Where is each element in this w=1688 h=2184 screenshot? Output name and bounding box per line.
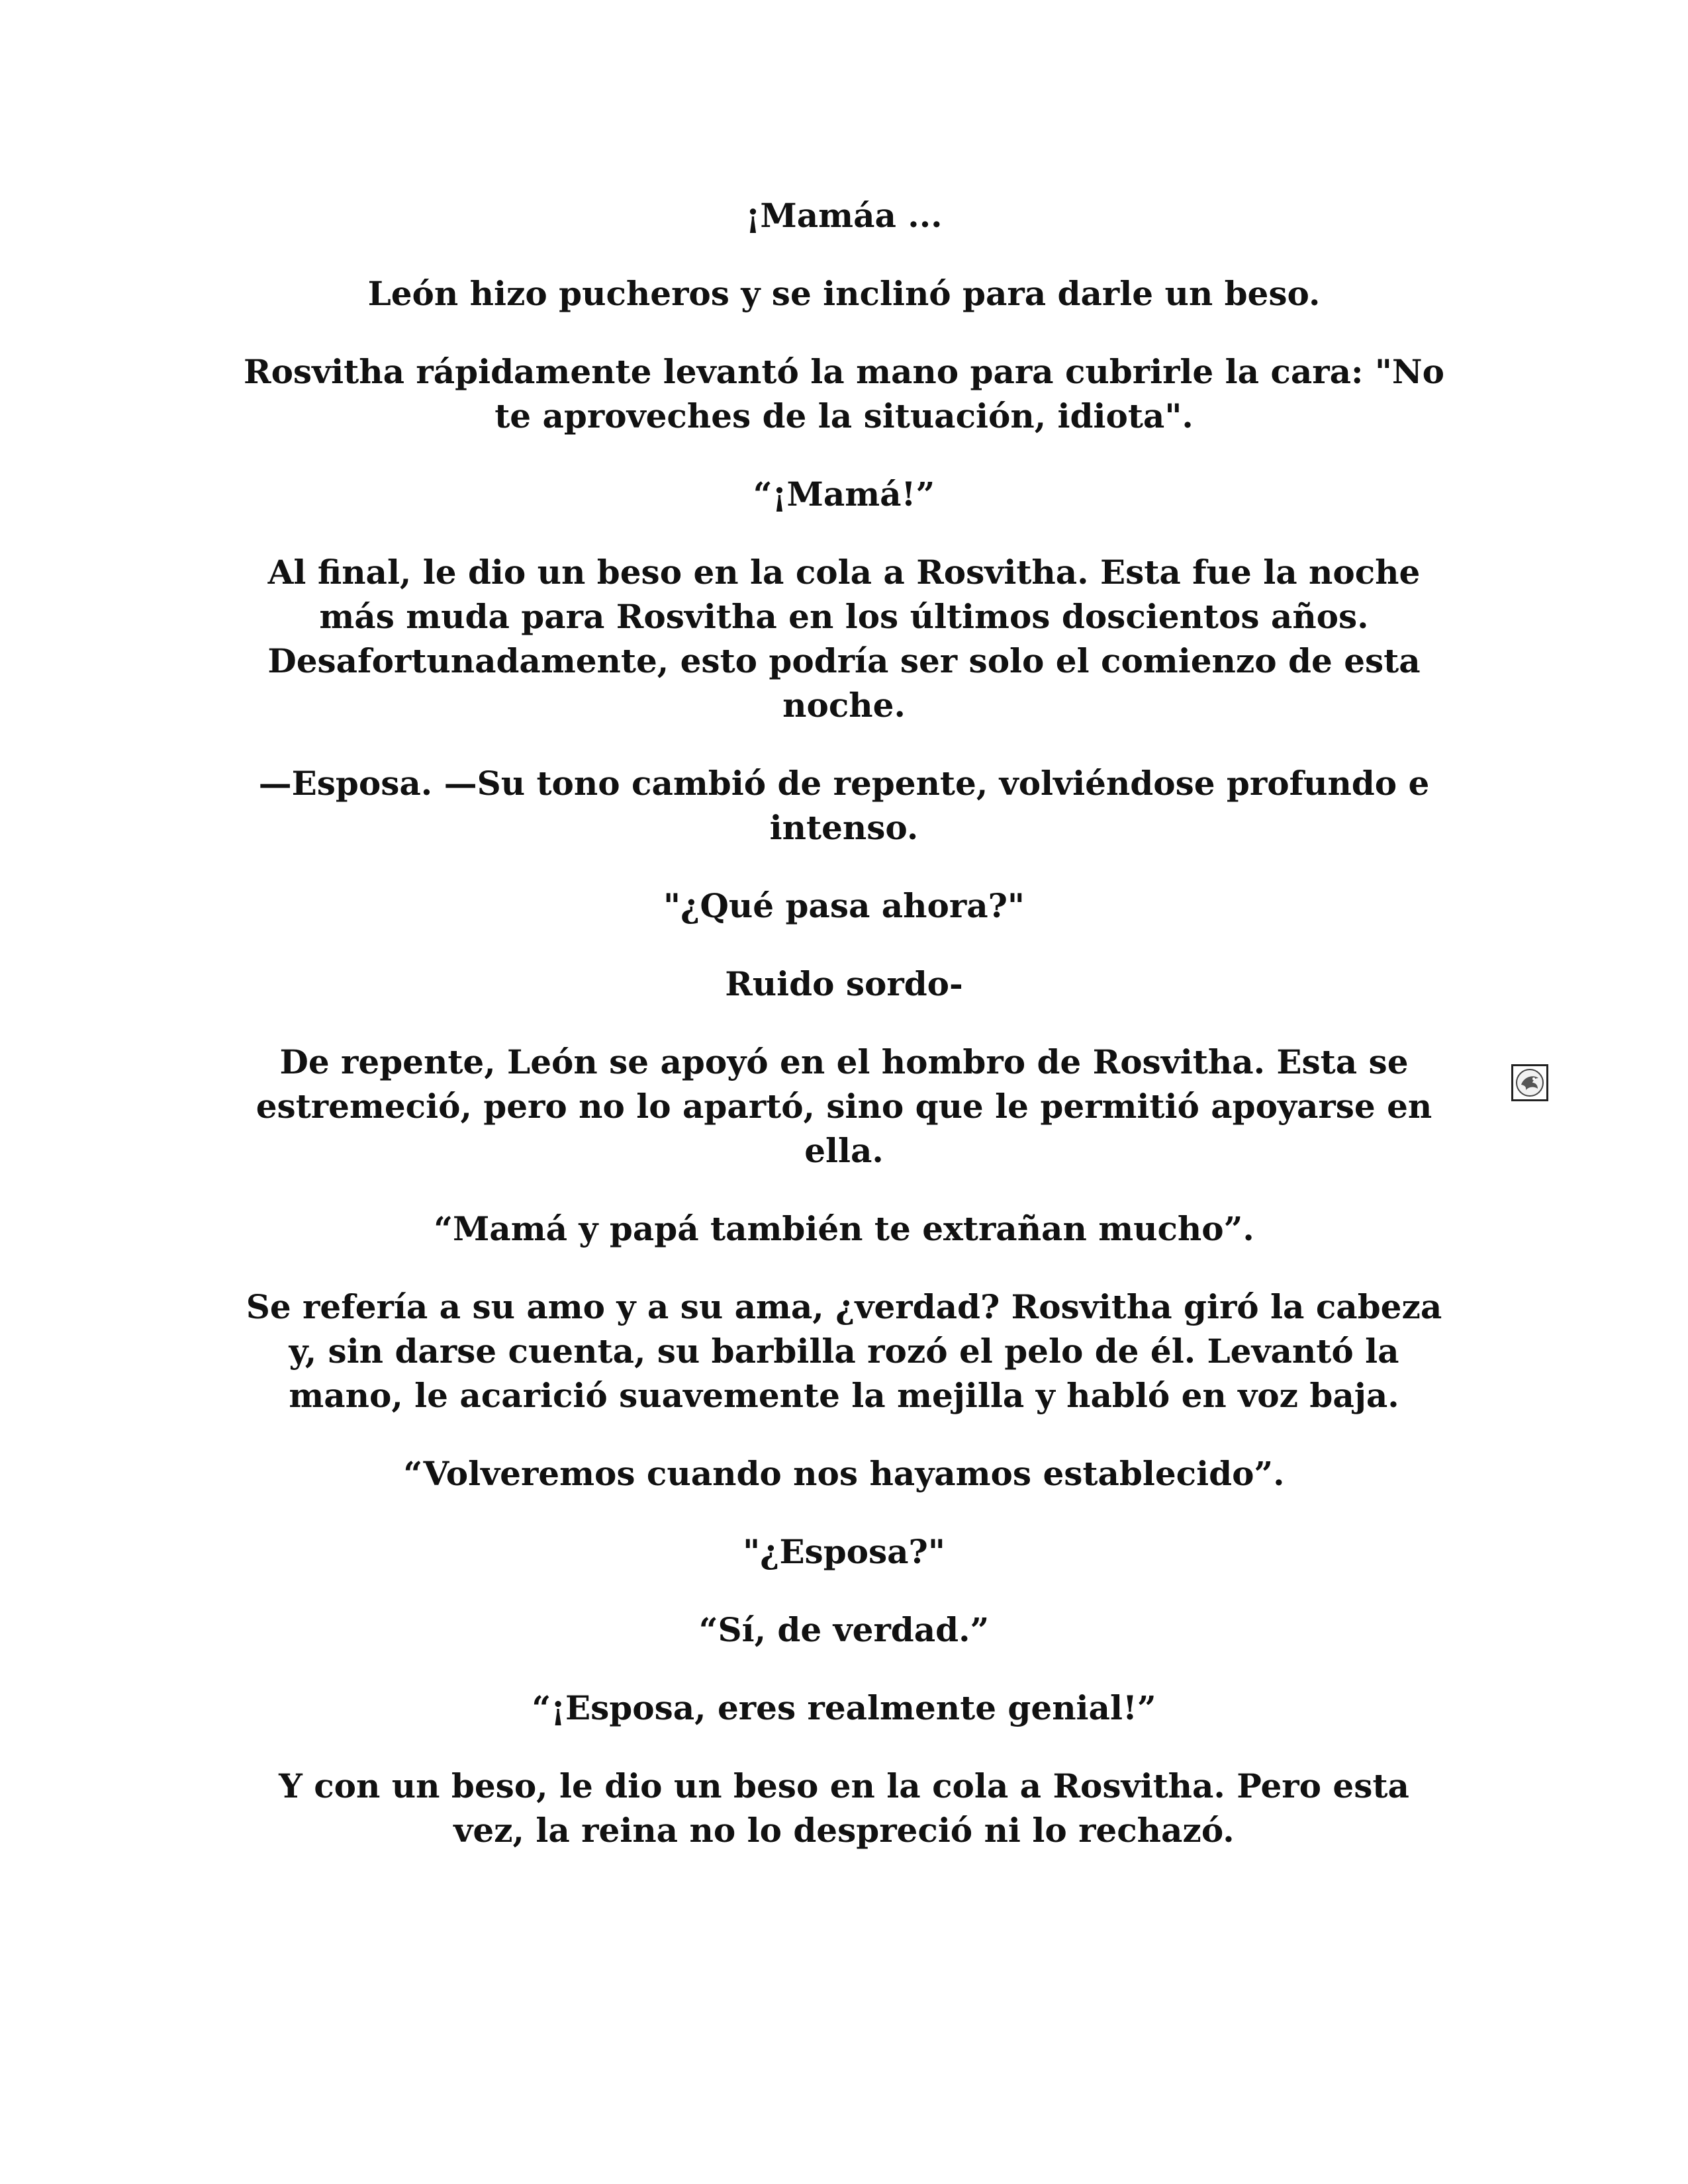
paragraph-6: —Esposa. —Su tono cambió de repente, volviéndose profundo e intenso. (258, 764, 1430, 847)
paragraph-14: “Sí, de verdad.” (698, 1610, 990, 1649)
paragraph-3: Rosvitha rápidamente levantó la mano para cubrirle la cara: "No te aproveches de la situación, idiota". (244, 352, 1444, 435)
paragraph-15: “¡Esposa, eres realmente genial!” (532, 1688, 1156, 1727)
paragraph-9: De repente, León se apoyó en el hombro de Rosvitha. Esta se estremeció, pero no lo apartó, sino que le permitió apoyarse en ella. (256, 1042, 1432, 1170)
paragraph-2: León hizo pucheros y se inclinó para darle un beso. (367, 274, 1321, 313)
paragraph-4: “¡Mamá!” (753, 475, 935, 514)
paragraph-16: Y con un beso, le dio un beso en la cola a Rosvitha. Pero esta vez, la reina no lo despreció ni lo rechazó. (279, 1766, 1409, 1850)
paragraph-7: "¿Qué pasa ahora?" (663, 886, 1025, 925)
dragon-emblem-icon (1511, 1064, 1548, 1101)
paragraph-10: “Mamá y papá también te extrañan mucho”. (434, 1209, 1254, 1248)
paragraph-12: “Volveremos cuando nos hayamos establecido”. (403, 1454, 1285, 1493)
paragraph-11: Se refería a su amo y a su ama, ¿verdad? Rosvitha giró la cabeza y, sin darse cuenta, su barbilla rozó el pelo de él. Levantó la mano, le acarició suavemente la mejilla y habló en voz baja. (246, 1287, 1442, 1415)
paragraph-1: ¡Mamáa ... (745, 196, 943, 235)
paragraph-8: Ruido sordo- (725, 964, 963, 1003)
paragraph-13: "¿Esposa?" (743, 1532, 945, 1571)
paragraph-5: Al final, le dio un beso en la cola a Rosvitha. Esta fue la noche más muda para Rosvitha en los últimos doscientos años. Desafortunadamente, esto podría ser solo el comienzo de esta noche. (267, 553, 1421, 725)
document-body (238, 193, 1450, 1886)
